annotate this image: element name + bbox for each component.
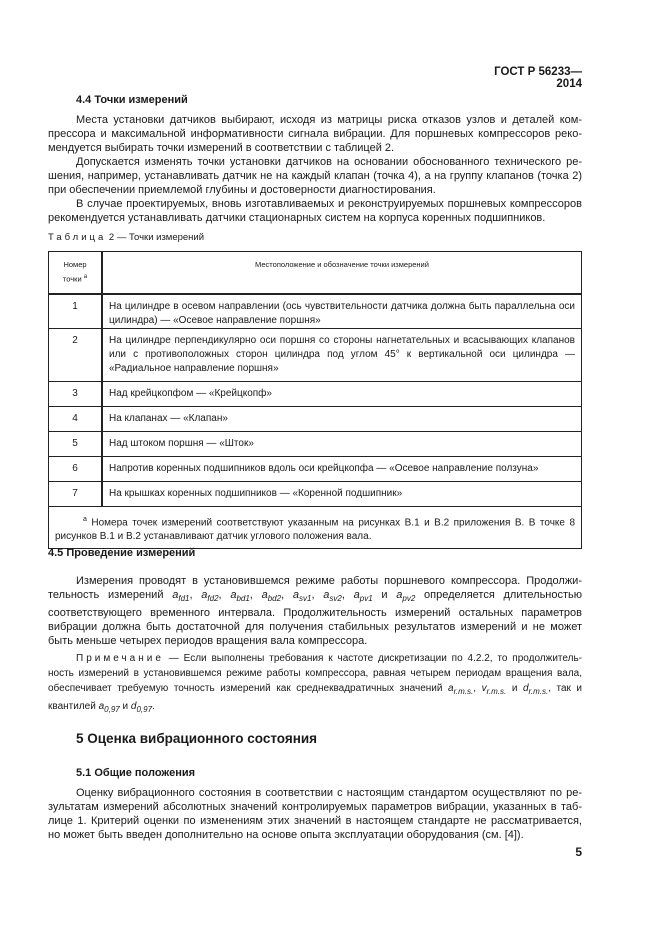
var-subscript: bd1 [236,594,250,604]
text-line: шения, например, устанавливать датчик не на каждый клапан (точка 4), а на группу клапанов (точка 2) [48,170,582,182]
point-location: Над крейцкопфом — «Крейцкопф» [102,382,582,407]
formula-var: $d_{r.m.s.}$ [522,683,549,696]
table-row [49,407,582,432]
formula-var [396,589,416,604]
formula-var: $a_{0,97}$ [98,701,120,714]
text-line: соответствующего временного интервала. Продолжительность измерений остальных параметров [48,607,582,619]
point-location: На цилиндре перпендикулярно оси поршня со стороны нагнетательных и всасывающих клапанов или с противоположных сторон цилиндра под углом 45° к вертикальной оси цилиндра — «Радиальное направление поршня» [102,329,582,382]
footnote-text: Номера точек измерений соответствуют указанным на рисунках В.1 и В.2 приложения В. В точке 8 рисунков В.1 и В.2 устанавливают датчик углового положения вала. [55,517,576,543]
var-subscript: fd1 [178,594,190,604]
table-footnote-row [49,507,582,549]
var-base: a [201,589,208,601]
text-line: рекомендуется устанавливать датчики стационарных систем на корпуса коренных подшипников. [48,212,546,224]
var-base: a [292,589,299,601]
var-subscript: pv2 [402,594,416,604]
point-location: Над штоком поршня — «Шток» [102,432,582,457]
formula-var [201,589,219,604]
var-subscript: bd2 [267,594,282,604]
table-row [49,329,582,382]
section-4-4-title: 4.4 Точки измерений [76,94,188,106]
text-line: Места установки датчиков выбирают, исходя из матрицы риска отказов узлов и деталей ком- [76,114,582,126]
text-line: ность измерений в установившемся режиме работы компрессора, равная четырем периодам вращения вала, [48,668,582,679]
table-row [49,382,582,407]
point-location: На цилиндре в осевом направлении (ось чувствительности датчика должна быть параллельна оси цилиндра) — «Осевое направление поршня» [102,294,582,329]
table-caption-title: 2 — Точки измерений [108,232,205,243]
table-row [49,457,582,482]
point-number: 6 [49,457,103,482]
point-number: 7 [49,482,103,507]
section-4-5-title: 4.5 Проведение измерений [48,547,196,559]
table-caption [48,232,204,243]
point-number: 4 [49,407,103,432]
point-number: 2 [49,329,103,382]
table-header-row [49,252,582,295]
table-row [49,432,582,457]
table-footnote [49,507,582,549]
point-number: 1 [49,294,103,329]
text: , так и [548,683,583,694]
text-line: прессора и максимальной информативности сигнала вибрации. Для поршневых компрессоров реко- [48,128,582,140]
text-line: мендуется выбирать точки измерений в соответствии с таблицей 2. [48,142,395,154]
page-number: 5 [575,845,582,859]
formula-var [230,589,250,604]
formula-var: $a_{r.m.s.}$ [448,683,474,696]
table-row [49,294,582,329]
section-4-4-text [48,113,582,225]
formula-var [261,589,282,604]
note: Примечание — Если выполнены требования к частоте дискретизации по 4.2.2, то продолжитель- ность измерений в установившемся режиме работы компрессора, равная четырем периодам вращения вала, обеспечивает требуемую точность измерений как среднеквадратичных значений $a_{r.m.s.}$, $v_{r.m.s.}$ и $d_{r.m.s.}$, так и квантилей $a_{0,97}$ и $d_{0,97}$. [48,653,583,714]
section-4-5-text [48,574,582,648]
text-line: зультатам измерений абсолютных значений контролируемых параметров вибрации, указанных в таб- [48,801,582,813]
text-line: лице 1. Критерий оценки по изменениям этих значений в настоящем стандарте не рассматривается, [48,815,582,827]
var-base: a [323,589,330,601]
text: — Если выполнены требования к частоте дискретизации по 4.2.2, то продолжитель- [168,653,582,664]
note-label: Примечание [76,653,164,664]
text-line: Измерения проводят в установившемся режиме работы поршневого компрессора. Продолжи- [76,575,582,587]
text-line: Оценку вибрационного состояния в соответствии с настоящим стандартом осуществляют по ре- [76,787,582,799]
text-line: вибрации должна быть достаточной для получения стабильных результатов измерений и не может [48,621,582,633]
header-point-number [49,252,103,295]
table-caption-word: Таблица [48,232,107,243]
formula-var: $d_{0,97}$ [130,701,153,714]
text: и [381,589,388,601]
text: определяется длительностью [424,589,583,601]
var-base: a [396,589,403,601]
text-line-with-formulas: тельность измерений $a_{fd1}$, $a_{fd2}$, $a_{bd1}$, $a_{bd2}$, $a_{sv1}$, $a_{sv2}$, $a_{pv1}$ и $a_{pv2}$ определяется длительностью [48,589,583,604]
text: и [511,683,518,694]
text-line: но может быть введен дополнительно на основе опыта эксплуатации оборудования (см. [4]). [48,829,524,841]
formula-var [172,589,190,604]
text-line: В случае проектируемых, вновь изготавливаемых и реконструируемых поршневых компрессоров [76,198,582,210]
header-number-text: Номер [63,260,87,269]
text: и [122,701,129,712]
var-base: a [261,589,268,601]
table-row [49,482,582,507]
var-base: a [172,589,179,601]
point-number: 3 [49,382,103,407]
var-subscript: sv1 [299,594,312,604]
section-5-title: 5 Оценка вибрационного состояния [76,731,318,746]
text-line: Допускается изменять точки установки датчиков на основании обоснованного технического ре- [76,156,582,168]
var-subscript: fd2 [207,594,219,604]
header-location: Местоположение и обозначение точки измерений [102,252,582,295]
header-point-text: точки [62,274,82,284]
section-5-1-text [48,786,582,842]
text: обеспечивает требуемую точность измерений как среднеквадратичных значений [48,683,443,694]
point-location: На крышках коренных подшипников — «Коренной подшипник» [102,482,582,507]
formula-var [292,589,312,604]
section-5-1-title: 5.1 Общие положения [76,767,196,779]
document-number: ГОСТ Р 56233—2014 [494,66,582,90]
var-subscript: sv2 [329,594,342,604]
text: тельность измерений [48,589,164,601]
text: квантилей [48,701,96,712]
var-subscript: pv1 [359,594,373,604]
formula-var [353,589,373,604]
measurement-points-table [48,251,582,549]
point-location: Напротив коренных подшипников вдоль оси крейцкопфа — «Осевое направление ползуна» [102,457,582,482]
point-number: 5 [49,432,103,457]
footnote-mark: а [83,274,88,280]
var-base: a [230,589,237,601]
text-line: при обеспечении приемлемой глубины и достоверности диагностирования. [48,184,436,196]
formula-var [323,589,342,604]
footnote-mark: а [83,516,87,523]
point-location: На клапанах — «Клапан» [102,407,582,432]
formula-var: $v_{r.m.s.}$ [481,683,507,696]
var-base: a [353,589,360,601]
text-line: быть меньше четырех периодов вращения вала компрессора. [48,635,368,647]
